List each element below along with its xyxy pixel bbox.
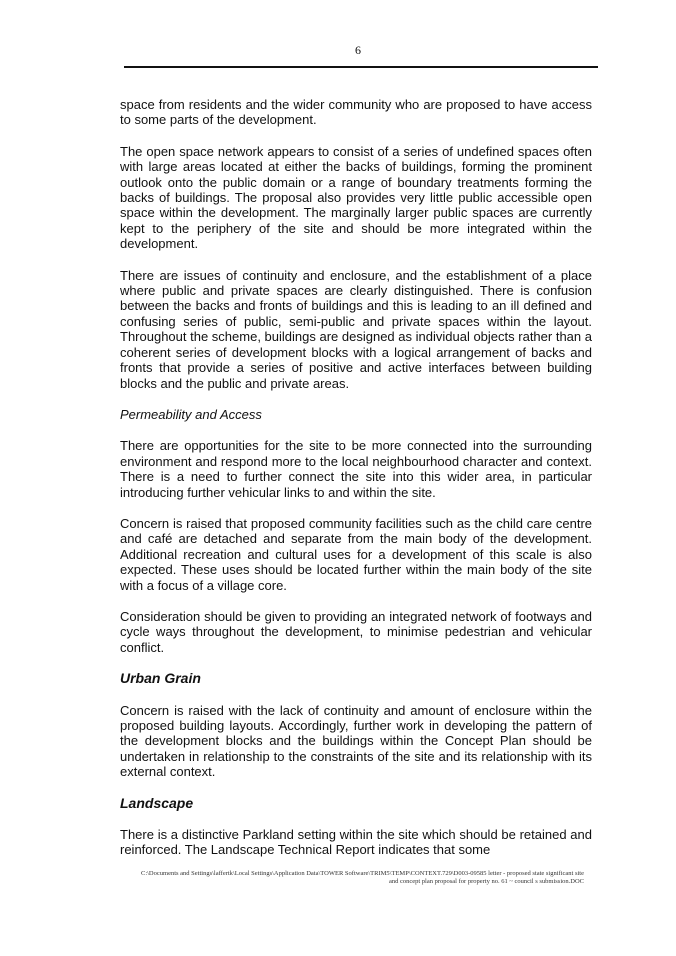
- document-body: [120, 97, 592, 874]
- paragraph-urban-grain: Concern is raised with the lack of continuity and amount of enclosure within the proposed building layouts. Accordingly, further work in developing the pattern of the development blocks and the buildings within the Concept Plan should be undertaken in relationship to the constraints of the site and its relationship with its external context.: [120, 702, 592, 780]
- heading-urban-grain: Urban Grain: [120, 670, 201, 687]
- paragraph-community-facilities: Concern is raised that proposed community facilities such as the child care centre and café are detached and separate from the main body of the development. Additional recreation and cultural uses for a development of this scale is also expected. These uses should be located further within the main body of the site with a focus of a village core.: [120, 515, 592, 593]
- subheading-permeability-access: Permeability and Access: [120, 406, 262, 422]
- paragraph-continuity-enclosure: There are issues of continuity and enclosure, and the establishment of a place where public and private spaces are clearly distinguished. There is confusion between the backs and fronts of buildings and this is leading to an ill defined and confusing series of public, semi-public and private spaces within the layout. Throughout the scheme, buildings are designed as individual objects rather than a coherent series of development blocks with a logical arrangement of backs and fronts that provide a series of positive and active interfaces between building blocks and the public and private areas.: [120, 267, 592, 391]
- paragraph-open-space-access: space from residents and the wider community who are proposed to have access to some parts of the development.: [120, 97, 592, 128]
- header-rule: [124, 66, 598, 68]
- paragraph-open-space-network: The open space network appears to consist of a series of undefined spaces often with large areas located at either the backs of buildings, forming the prominent outlook onto the public domain or a range of boundary treatments forming the backs of buildings. The proposal also provides very little public accessible open space within the development. The marginally larger public spaces are currently kept to the periphery of the site and should be more integrated within the development.: [120, 143, 592, 252]
- footer-path-line-1: C:\Documents and Settings\laffertk\Local Settings\Application Data\TOWER Software\TRIM5\TEMP\CONTEXT.729\D003-09585 letter - proposed state significant site: [140, 870, 584, 877]
- footer-path-line-2: and concept plan proposal for property no. 61 ~ council s submission.DOC: [388, 878, 584, 885]
- page-number: 6: [355, 43, 361, 57]
- paragraph-connectivity: There are opportunities for the site to be more connected into the surrounding environment and respond more to the local neighbourhood character and context. There is a need to further connect the site into this wider area, in particular introducing further vehicular links to and within the site.: [120, 438, 592, 500]
- footer-file-path: [118, 870, 584, 886]
- paragraph-landscape: There is a distinctive Parkland setting within the site which should be retained and reinforced. The Landscape Technical Report indicates that some: [120, 827, 592, 858]
- paragraph-footways: Consideration should be given to providing an integrated network of footways and cycle ways throughout the development, to minimise pedestrian and vehicular conflict.: [120, 608, 592, 655]
- heading-landscape: Landscape: [120, 794, 194, 811]
